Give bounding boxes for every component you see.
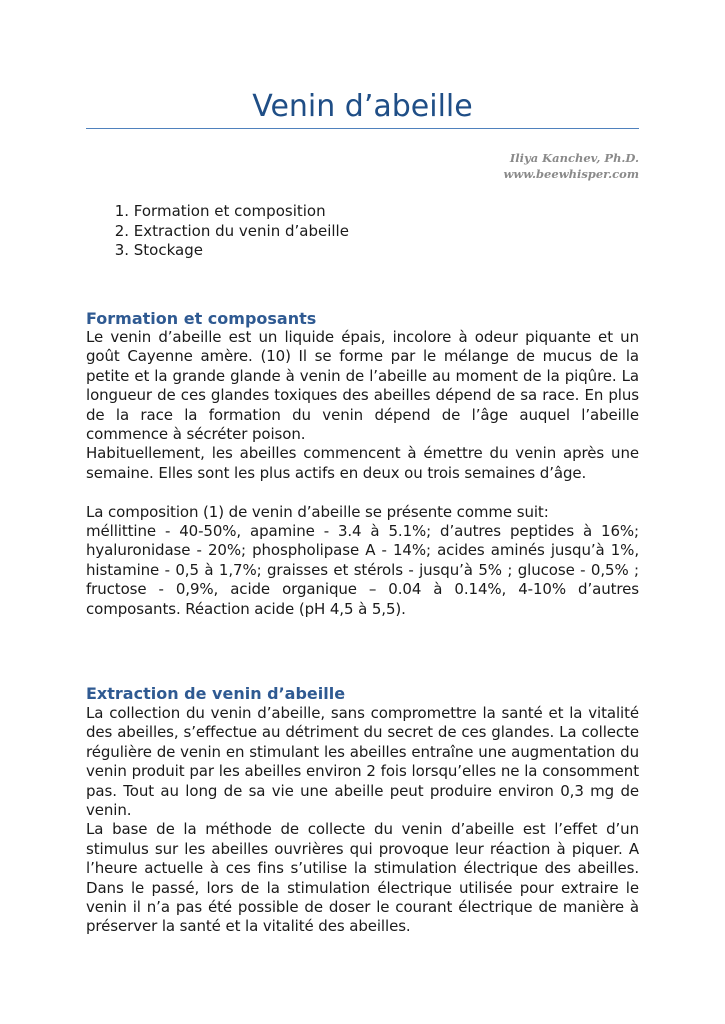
paragraph: La composition (1) de venin d’abeille se présente comme suit: bbox=[86, 502, 549, 521]
toc-item-number: 3. bbox=[114, 241, 129, 259]
section-body-formation bbox=[86, 328, 639, 619]
toc-item-label: Extraction du venin d’abeille bbox=[133, 221, 349, 240]
author-name: Iliya Kanchev, Ph.D. bbox=[509, 151, 639, 165]
author-website: www.beewhisper.com bbox=[503, 167, 639, 181]
paragraph: Le venin d’abeille est un liquide épais, incolore à odeur piquante et un goût Cayenne amère. (10) Il se forme par le mélange de mucus de la petite et la grande glande à venin de l’abeille au moment de la piqûre. La longueur de ces glandes toxiques des abeilles dépend de sa race. En plus de la race la formation du venin dépend de l’âge auquel l’abeille commence à sécréter poison. bbox=[86, 328, 639, 444]
toc-item-label: Stockage bbox=[133, 241, 203, 259]
section-heading-extraction: Extraction de venin d’abeille bbox=[86, 684, 346, 703]
toc-item-label: Formation et composition bbox=[133, 202, 326, 220]
paragraph: Habituellement, les abeilles commencent à émettre du venin après une semaine. Elles sont les plus actifs en deux ou trois semaines d’âge. bbox=[86, 444, 639, 482]
paragraph: La collection du venin d’abeille, sans compromettre la santé et la vitalité des abeilles, s’effectue au détriment du secret de ces glandes. La collecte régulière de venin en stimulant les abeilles entraîne une augmentation du venin produit par les abeilles environ 2 fois lorsqu’elles ne la consomment pas. Tout au long de sa vie une abeille peut produire environ 0,3 mg de venin. bbox=[86, 704, 639, 820]
toc-item bbox=[86, 222, 349, 242]
paragraph: méllittine - 40-50%, apamine - 3.4 à 5.1%; d’autres peptides à 16%; hyaluronidase - 20%; phospholipase A - 14%; acides aminés jusqu’à 1%, histamine - 0,5 à 1,7%; graisses et stérols - jusqu’à 5% ; glucose - 0,5% ; fructose - 0,9%, acide organique – 0.04 à 0.14%, 4-10% d’autres composants. Réaction acide (pH 4,5 à 5,5). bbox=[86, 522, 639, 618]
section-heading-formation: Formation et composants bbox=[86, 309, 317, 328]
document-title: Venin d’abeille bbox=[252, 89, 473, 124]
title-divider bbox=[86, 128, 639, 129]
paragraph: La base de la méthode de collecte du venin d’abeille est l’effet d’un stimulus sur les abeilles ouvrières qui provoque leur réaction à piquer. A l’heure actuelle à ces fins s’utilise la stimulation électrique des abeilles. Dans le passé, lors de la stimulation électrique utilisée pour extraire le venin il n’a pas été possible de doser le courant électrique de manière à préserver la santé et la vitalité des abeilles. bbox=[86, 820, 639, 936]
section-body-extraction bbox=[86, 704, 639, 937]
toc-item bbox=[86, 241, 349, 261]
toc-item-number: 2. bbox=[114, 221, 129, 240]
author-block bbox=[503, 150, 639, 182]
toc-item bbox=[86, 202, 349, 222]
table-of-contents bbox=[86, 202, 349, 261]
toc-item-number: 1. bbox=[114, 202, 129, 220]
